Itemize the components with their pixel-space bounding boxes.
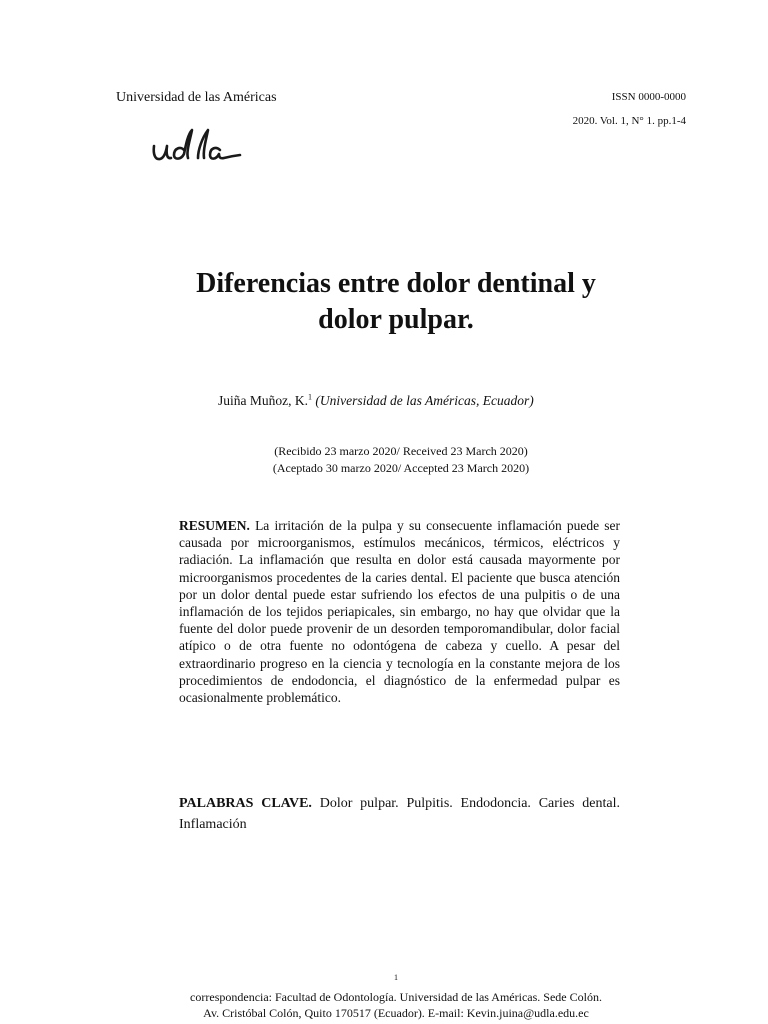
keywords-text: Dolor pulpar. Pulpitis. Endodoncia. Caries dental. Inflamación xyxy=(179,796,620,832)
submission-dates xyxy=(0,443,768,477)
udla-logo xyxy=(148,124,244,172)
author-name: Juiña Muñoz, K. xyxy=(218,393,308,408)
accepted-date: (Aceptado 30 marzo 2020/ Accepted 23 March 2020) xyxy=(272,461,530,475)
keywords xyxy=(179,793,620,835)
abstract-text: La irritación de la pulpa y su consecuente inflamación puede ser causada por microorganismos, estímulos mecánicos, térmicos, eléctricos y radiación. La inflamación que resulta en dolor está causada mayormente por microorganismos procedentes de la caries dental. El paciente que busca atención por un dolor dental puede estar sufriendo los efectos de una pulpitis o de una inflamación de los tejidos periapicales, sin embargo, no hay que olvidar que la fuente del dolor puede provenir de un desorden temporomandibular, dolor facial atípico o de otra fuente no odontógena de cabeza y cuello. A pesar del extraordinario progreso en la ciencia y tecnología en la constante mejora de los procedimientos de endodoncia, el diagnóstico de la enfermedad pulpar es ocasionalmente problemático. xyxy=(179,518,621,706)
abstract xyxy=(179,517,620,706)
svg-text:udla: udla xyxy=(160,170,162,171)
footnote-text-1: correspondencia: Facultad de Odontología. Universidad de las Américas. Sede Colón. xyxy=(190,990,602,1004)
keywords-label: PALABRAS CLAVE. xyxy=(179,796,312,811)
title-line-1: Diferencias entre dolor dentinal y xyxy=(196,268,596,299)
issn: ISSN 0000-0000 xyxy=(611,91,686,103)
footnote xyxy=(0,973,768,1021)
title-line-2: dolor pulpar. xyxy=(318,304,474,335)
institution-name: Universidad de las Américas xyxy=(116,90,277,105)
footnote-mark: 1 xyxy=(394,973,398,982)
author-line xyxy=(218,393,534,409)
footnote-line-2: Av. Cristóbal Colón, Quito 170517 (Ecuador). E-mail: Kevin.juina@udla.edu.ec xyxy=(203,1006,589,1020)
author-footnote-mark: 1 xyxy=(308,392,312,402)
abstract-label: RESUMEN. xyxy=(179,518,250,533)
volume-info: 2020. Vol. 1, N° 1. pp.1-4 xyxy=(572,115,686,127)
author-affiliation: (Universidad de las Américas, Ecuador) xyxy=(315,393,534,408)
footnote-line-1 xyxy=(0,973,768,1005)
received-date: (Recibido 23 marzo 2020/ Received 23 March 2020) xyxy=(274,444,528,458)
article-title xyxy=(0,266,768,338)
